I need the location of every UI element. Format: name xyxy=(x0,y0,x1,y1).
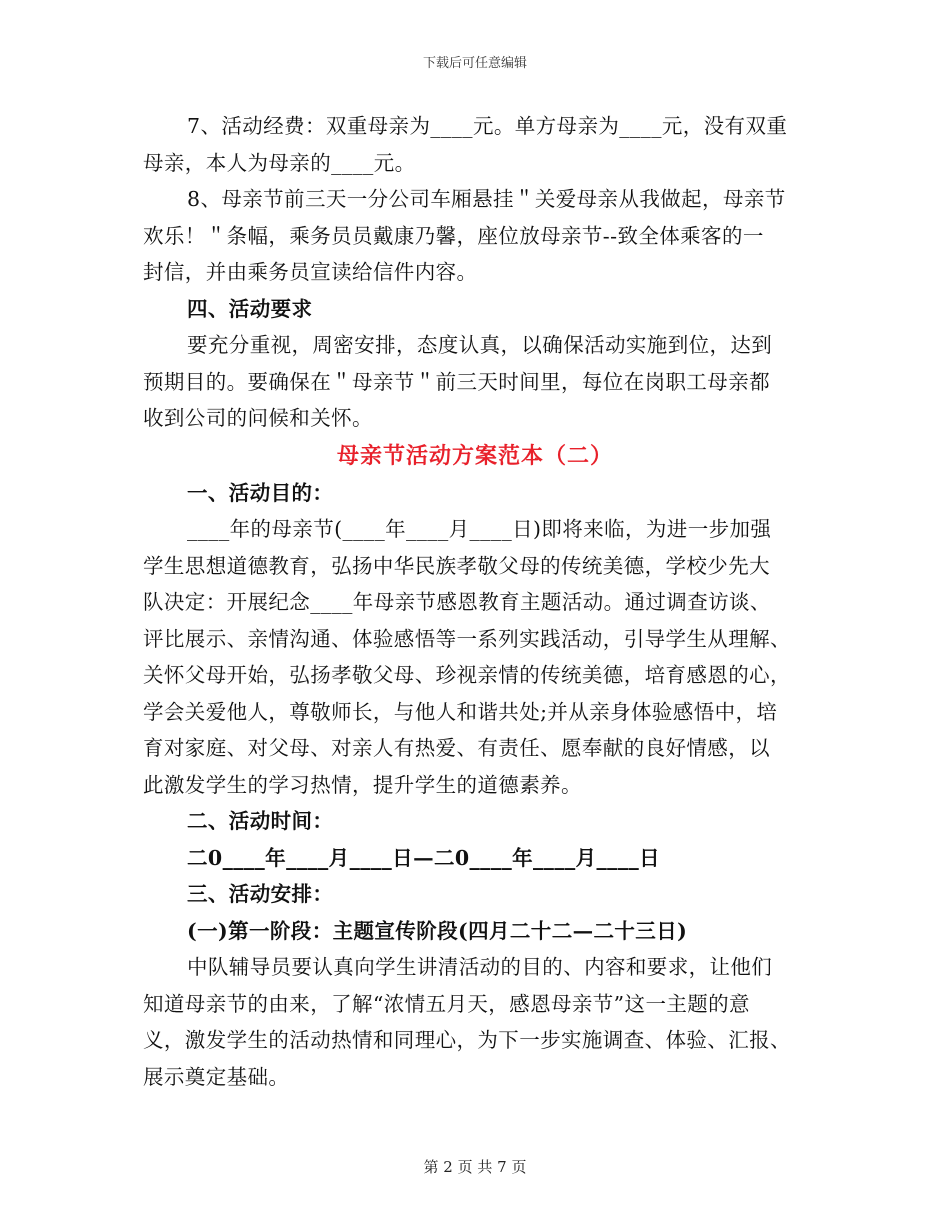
section-heading: 四、活动要求 xyxy=(187,296,313,321)
paragraph-line: 8、母亲节前三天一分公司车厢悬挂＂关爱母亲从我做起，母亲节 xyxy=(187,187,786,211)
paragraph-line: 预期目的。要确保在＂母亲节＂前三天时间里，每位在岗职工母亲都 xyxy=(143,369,770,394)
paragraph-line: 队决定：开展纪念____年母亲节感恩教育主题活动。通过调查访谈、 xyxy=(143,590,771,614)
paragraph-line: 关怀父母开始，弘扬孝敬父母、珍视亲情的传统美德，培育感恩的心， xyxy=(143,663,791,687)
paragraph-line: 7、活动经费：双重母亲为____元。单方母亲为____元，没有双重 xyxy=(187,114,788,138)
section-before xyxy=(143,108,807,437)
paragraph-line: 评比展示、亲情沟通、体验感悟等一系列实践活动，引导学生从理解、 xyxy=(143,626,791,651)
paragraph-line: 收到公司的问候和关怀。 xyxy=(143,406,373,430)
paragraph-line: 义，激发学生的活动热情和同理心，为下一步实施调查、体验、汇报、 xyxy=(143,1028,791,1052)
subsection-heading: (一)第一阶段：主题宣传阶段(四月二十二—二十三日) xyxy=(187,918,688,943)
document-title: 母亲节活动方案范本（二） xyxy=(336,442,613,469)
paragraph-line: 母亲，本人为母亲的____元。 xyxy=(143,150,416,175)
paragraph-line: 中队辅导员要认真向学生讲清活动的目的、内容和要求，让他们 xyxy=(187,955,773,979)
section-heading: 一、活动目的： xyxy=(187,480,334,505)
paragraph-line: 育对家庭、对父母、对亲人有热爱、有责任、愿奉献的良好情感，以 xyxy=(143,736,770,760)
section-heading: 二、活动时间： xyxy=(187,809,334,833)
paragraph-line: ____年的母亲节(____年____月____日)即将来临，为进一步加强 xyxy=(187,517,772,541)
page-header: 下载后可任意编辑 xyxy=(422,56,527,71)
paragraph-line: 知道母亲节的由来，了解“浓情五月天，感恩母亲节”这一主题的意 xyxy=(143,991,750,1016)
document-body xyxy=(143,108,807,1095)
date-range-line: 二0____年____月____日—二0____年____月____日 xyxy=(187,845,661,870)
section-after xyxy=(143,475,807,1096)
paragraph-line: 要充分重视，周密安排，态度认真，以确保活动实施到位，达到 xyxy=(187,333,773,357)
paragraph-line: 学会关爱他人，尊敬师长，与他人和谐共处;并从亲身体验感悟中，培 xyxy=(143,699,778,724)
section-heading: 三、活动安排： xyxy=(187,882,334,906)
paragraph-line: 此激发学生的学习热情，提升学生的道德素养。 xyxy=(143,772,582,797)
paragraph-line: 欢乐！＂条幅，乘务员员戴康乃馨，座位放母亲节--致全体乘客的一 xyxy=(143,223,764,248)
paragraph-line: 封信，并由乘务员宣读给信件内容。 xyxy=(143,260,478,284)
paragraph-line: 学生思想道德教育，弘扬中华民族孝敬父母的传统美德，学校少先大 xyxy=(143,553,770,578)
paragraph-line: 展示奠定基础。 xyxy=(143,1064,290,1089)
page-footer: 第 2 页 共 7 页 xyxy=(423,1158,527,1176)
